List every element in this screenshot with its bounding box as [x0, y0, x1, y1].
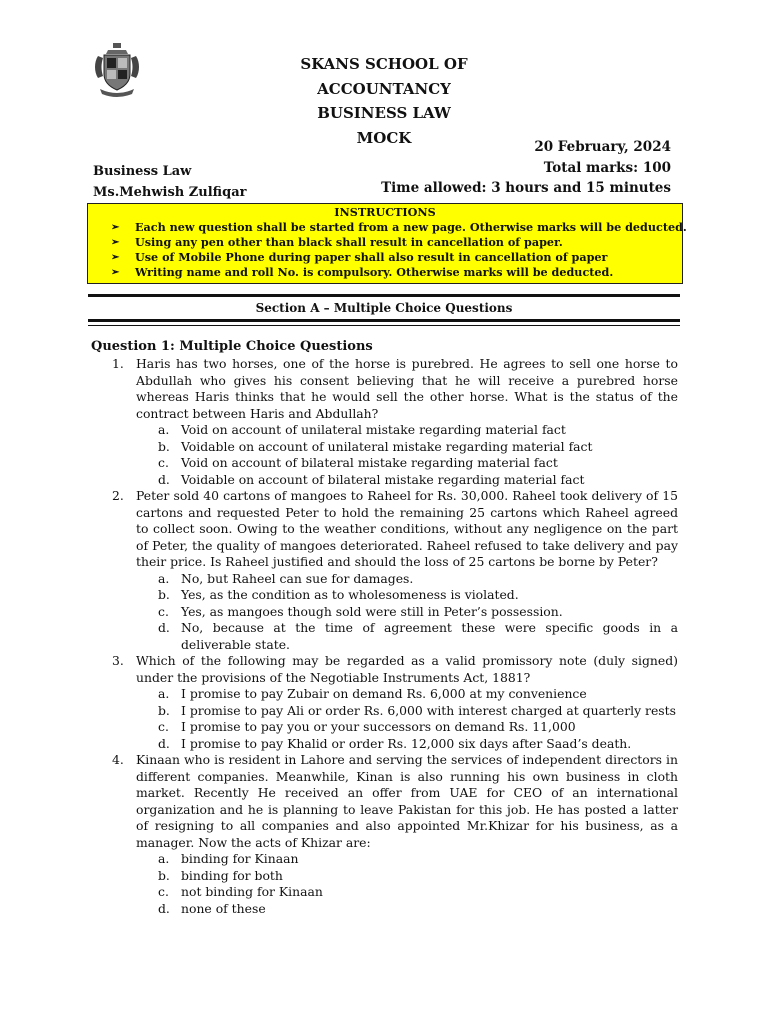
school-crest-icon — [94, 42, 140, 98]
option-text: No, but Raheel can sue for damages. — [181, 570, 414, 586]
option-text: Voidable on account of bilateral mistake regarding material fact — [181, 471, 585, 487]
option-text: I promise to pay you or your successors on demand Rs. 11,000 — [181, 719, 576, 734]
question-item — [112, 653, 678, 752]
option-list — [136, 686, 678, 752]
option-text: Yes, as the condition as to wholesomeness is violated. — [181, 587, 519, 602]
question-list — [112, 356, 678, 917]
question-item — [112, 488, 678, 653]
question-number: 3. — [112, 653, 124, 668]
option-list — [136, 571, 678, 654]
question-text: Kinaan who is resident in Lahore and serving the services of independent directors in different companies. Meanwhile, Kinan is also running his own business in cloth market. Recently He received an offer from UAE for CEO of an international organization and he is planning to leave Pakistan for this job. He has posted a latter of resigning to all companies and also appointed Mr.Khizar for his business, as a manager. Now the acts of Khizar are: — [136, 752, 678, 850]
option-item — [136, 439, 678, 456]
option-item — [136, 901, 678, 918]
option-text: I promise to pay Ali or order Rs. 6,000 with interest charged at quarterly rests — [181, 702, 676, 718]
question-number: 2. — [112, 488, 124, 503]
question-number: 4. — [112, 752, 124, 767]
option-item — [136, 472, 678, 489]
option-list — [136, 422, 678, 488]
option-item — [136, 868, 678, 885]
option-letter: b. — [158, 867, 170, 883]
instructions-list — [88, 220, 687, 280]
option-item — [136, 422, 678, 439]
option-item — [136, 455, 678, 472]
option-letter: b. — [158, 702, 170, 718]
option-letter: d. — [158, 620, 170, 635]
instructions-heading: INSTRUCTIONS — [334, 205, 436, 219]
instruction-text: Writing name and roll No. is compulsory. Otherwise marks will be deducted. — [135, 265, 614, 279]
section-rule-top — [88, 294, 680, 297]
option-letter: a. — [158, 851, 170, 866]
total-marks: Total marks: 100 — [543, 159, 671, 176]
option-letter: d. — [158, 900, 170, 916]
question-item — [112, 356, 678, 488]
exam-meta — [381, 137, 671, 199]
course-name: Business Law — [93, 164, 192, 179]
question-item — [112, 752, 678, 917]
instructions-box — [87, 203, 687, 284]
question-text: Haris has two horses, one of the horse is purebred. He agrees to sell one horse to Abdullah who gives his consent believing that he will receive a purebred horse whereas Haris thinks that he would sell the other horse. What is the status of the contract between Haris and Abdullah? — [136, 356, 678, 421]
option-item — [136, 587, 678, 604]
option-text: Void on account of unilateral mistake regarding material fact — [181, 422, 566, 437]
option-letter: c. — [158, 719, 169, 734]
option-text: I promise to pay Khalid or order Rs. 12,000 six days after Saad’s death. — [181, 735, 632, 751]
option-letter: b. — [158, 438, 170, 454]
arrow-bullet-icon: ➢ — [111, 222, 120, 233]
option-text: none of these — [181, 900, 266, 916]
section-rule-bottom — [88, 319, 680, 322]
option-item — [136, 604, 678, 621]
option-list — [136, 851, 678, 917]
option-item — [136, 686, 678, 703]
option-item — [136, 851, 678, 868]
instruction-text: Using any pen other than black shall result in cancellation of paper. — [135, 235, 563, 249]
option-letter: d. — [158, 471, 170, 487]
exam-title-block — [256, 52, 512, 150]
section-title: Section A – Multiple Choice Questions — [255, 301, 513, 315]
option-item — [136, 719, 678, 736]
instruction-item — [88, 250, 682, 265]
option-item — [136, 571, 678, 588]
instruction-text: Use of Mobile Phone during paper shall also result in cancellation of paper — [135, 250, 608, 264]
arrow-bullet-icon: ➢ — [111, 252, 120, 263]
option-text: Void on account of bilateral mistake regarding material fact — [181, 455, 558, 470]
option-letter: c. — [158, 884, 169, 899]
option-item — [136, 703, 678, 720]
option-text: binding for Kinaan — [181, 851, 299, 866]
exam-date: 20 February, 2024 — [534, 139, 671, 155]
option-letter: d. — [158, 735, 170, 751]
time-allowed: Time allowed: 3 hours and 15 minutes — [381, 180, 671, 196]
question-heading: Question 1: Multiple Choice Questions — [91, 339, 373, 354]
section-rule-bottom-thin — [88, 325, 680, 326]
option-item — [136, 736, 678, 753]
option-text: not binding for Kinaan — [181, 884, 323, 899]
option-text: I promise to pay Zubair on demand Rs. 6,000 at my convenience — [181, 686, 587, 701]
arrow-bullet-icon: ➢ — [111, 267, 120, 278]
school-name: SKANS SCHOOL OF ACCOUNTANCY — [300, 55, 468, 98]
instruction-item — [88, 220, 687, 235]
course-info — [93, 162, 246, 203]
option-item — [136, 884, 678, 901]
question-text: Peter sold 40 cartons of mangoes to Raheel for Rs. 30,000. Raheel took delivery of 15 cartons and requested Peter to hold the remaining 25 cartons which Raheel agreed to collect soon. Owing to the weather conditions, without any negligence on the part of Peter, the quality of mangoes deteriorated. Raheel refused to take delivery and pay their price. Is Raheel justified and should the loss of 25 cartons be borne by Peter? — [136, 488, 678, 569]
option-letter: b. — [158, 587, 170, 602]
option-letter: a. — [158, 686, 170, 701]
question-text: Which of the following may be regarded as a valid promissory note (duly signed) under the provisions of the Negotiable Instruments Act, 1881? — [136, 653, 678, 685]
subject-title: BUSINESS LAW — [317, 104, 451, 122]
instruction-item — [88, 235, 682, 250]
exam-type: MOCK — [356, 128, 412, 147]
option-item — [136, 620, 678, 653]
teacher-name: Ms.Mehwish Zulfiqar — [93, 184, 247, 200]
option-letter: a. — [158, 570, 170, 586]
option-text: binding for both — [181, 867, 283, 883]
option-text: Yes, as mangoes though sold were still in Peter’s possession. — [181, 603, 563, 619]
instruction-text: Each new question shall be started from a new page. Otherwise marks will be deducted. — [135, 220, 687, 234]
option-text: Voidable on account of unilateral mistake regarding material fact — [181, 438, 593, 454]
arrow-bullet-icon: ➢ — [111, 237, 120, 248]
option-letter: c. — [158, 455, 169, 470]
option-letter: a. — [158, 422, 170, 437]
option-letter: c. — [158, 603, 169, 619]
question-number: 1. — [112, 356, 124, 371]
option-text: No, because at the time of agreement these were specific goods in a deliverable state. — [181, 620, 678, 652]
instruction-item — [88, 265, 682, 280]
